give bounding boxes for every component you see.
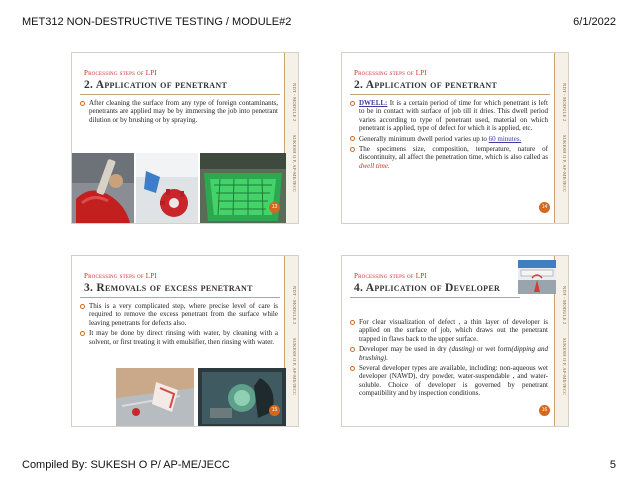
bullet-item <box>80 302 278 327</box>
slide-number-badge: 15 <box>269 405 280 416</box>
slide-application-of-penetrant-1 <box>71 52 299 224</box>
side-strip-module: NDT - MODULE 2 <box>562 83 567 122</box>
side-strip-module: NDT - MODULE 2 <box>292 83 297 122</box>
dwell-duration: 60 minutes. <box>488 134 522 143</box>
bullet-text: or wet form <box>474 345 512 354</box>
slide-kicker: Processing steps of LPI <box>354 69 427 77</box>
bullet-icon <box>80 101 85 106</box>
bullet-text: Generally minimum dwell period varies up to <box>359 134 489 143</box>
slide-number-badge: 13 <box>269 202 280 213</box>
bullet-icon <box>350 136 355 141</box>
bullet-text: Several developer types are available, including: non-aqueous wet developer (NAWD), dry powder, water-suspendable , and water-soluble. Choice of developer is governed by penetrant compatibility and by inspection conditions. <box>359 364 548 398</box>
bullet-item <box>80 99 278 124</box>
bullet-icon <box>80 331 85 336</box>
slide-bullet-list <box>350 99 548 172</box>
page-header-title: MET312 NON-DESTRUCTIVE TESTING / MODULE#2 <box>22 16 292 28</box>
slide-number-badge: 14 <box>539 202 550 213</box>
slide-title: 2. Application of penetrant <box>84 79 228 91</box>
bullet-icon <box>350 366 355 371</box>
side-strip-author: SUKESH O P, AP-ME/JECC <box>562 135 567 193</box>
bullet-text: This is a very complicated step, where precise level of care is required to remove the excess penetrant from the surface while leaving penetrants for defects also. <box>89 302 278 327</box>
bullet-text: It is a certain period of time for which penetrant is left to be in contact with surface of job till it dries. This dwell period varies according to type of penetrant used, material on which penetrant is applied, type of defect for which it is applied, etc. <box>359 99 548 133</box>
bullet-text: The specimens size, composition, temperature, nature of discontinuity, all affect the penetration time, which is also called as <box>359 145 548 162</box>
side-strip-author: SUKESH O P, AP-ME/JECC <box>292 338 297 396</box>
rinsing-booth-photo <box>198 368 286 427</box>
slide-kicker: Processing steps of LPI <box>84 69 157 77</box>
page-header-date: 6/1/2022 <box>573 16 616 28</box>
slide-kicker: Processing steps of LPI <box>84 272 157 280</box>
bullet-icon <box>80 304 85 309</box>
wiping-penetrant-photo <box>116 368 194 427</box>
wet-form-term: (dipping and brushing). <box>359 345 549 362</box>
bullet-text: For clear visualization of defect , a thin layer of developer is applied on the surface of job, which draws out the penetrant trapped in flaws back to the upper surface. <box>359 318 548 343</box>
slide-application-of-penetrant-2 <box>341 52 569 224</box>
slide-removal-of-excess-penetrant <box>71 255 299 427</box>
slide-kicker: Processing steps of LPI <box>354 272 427 280</box>
title-divider <box>350 297 520 298</box>
bullet-item <box>350 145 548 170</box>
bullet-text: It may be done by direct rinsing with water, by cleaning with a solvent, or first treating it with emulsifier, then rinsing with water. <box>89 329 278 346</box>
slide-bullet-list <box>80 302 278 348</box>
bullet-item <box>350 318 548 343</box>
slide-side-strip <box>554 256 568 426</box>
page-footer-credit: Compiled By: SUKESH O P/ AP-ME/JECC <box>22 459 230 471</box>
bullet-item <box>350 135 548 143</box>
bullet-item <box>350 99 548 133</box>
dwell-time-term: dwell time. <box>359 161 390 170</box>
developer-diagram-image <box>518 260 556 294</box>
brushing-penetrant-photo <box>72 153 134 224</box>
slide-title: 4. Application of Developer <box>354 282 501 294</box>
slide-side-strip <box>284 53 298 223</box>
bullet-text: Developer may be used in dry <box>359 345 450 354</box>
page-number: 5 <box>609 459 616 471</box>
bullet-icon <box>350 347 355 352</box>
side-strip-author: SUKESH O P, AP-ME/JECC <box>292 135 297 193</box>
immersion-tank-photo <box>200 153 286 224</box>
slide-side-strip <box>554 53 568 223</box>
bullet-item <box>350 364 548 398</box>
slide-bullet-list <box>80 99 278 126</box>
bullet-icon <box>350 101 355 106</box>
bullet-icon <box>350 320 355 325</box>
side-strip-module: NDT - MODULE 2 <box>292 286 297 325</box>
slide-number-badge: 16 <box>539 405 550 416</box>
bullet-icon <box>350 147 355 152</box>
slide-bullet-list <box>350 318 548 400</box>
slide-application-of-developer <box>341 255 569 427</box>
side-strip-module: NDT - MODULE 2 <box>562 286 567 325</box>
title-divider <box>350 94 550 95</box>
bullet-item <box>350 345 548 362</box>
dry-form-term: (dusting) <box>449 345 475 354</box>
bullet-text: After cleaning the surface from any type of foreign contaminants, penetrants are applied may be by immersing the job into penetrant dilution or by brushing or by spraying. <box>89 99 278 124</box>
bullet-item <box>80 329 278 346</box>
spraying-penetrant-photo <box>136 153 198 224</box>
title-divider <box>80 94 280 95</box>
slide-title: 2. Application of penetrant <box>354 79 498 91</box>
dwell-term: DWELL: <box>359 99 388 107</box>
slide-side-strip <box>284 256 298 426</box>
title-divider <box>80 297 280 298</box>
side-strip-author: SUKESH O P, AP-ME/JECC <box>562 338 567 396</box>
slide-title: 3. Removals of excess penetrant <box>84 282 253 294</box>
